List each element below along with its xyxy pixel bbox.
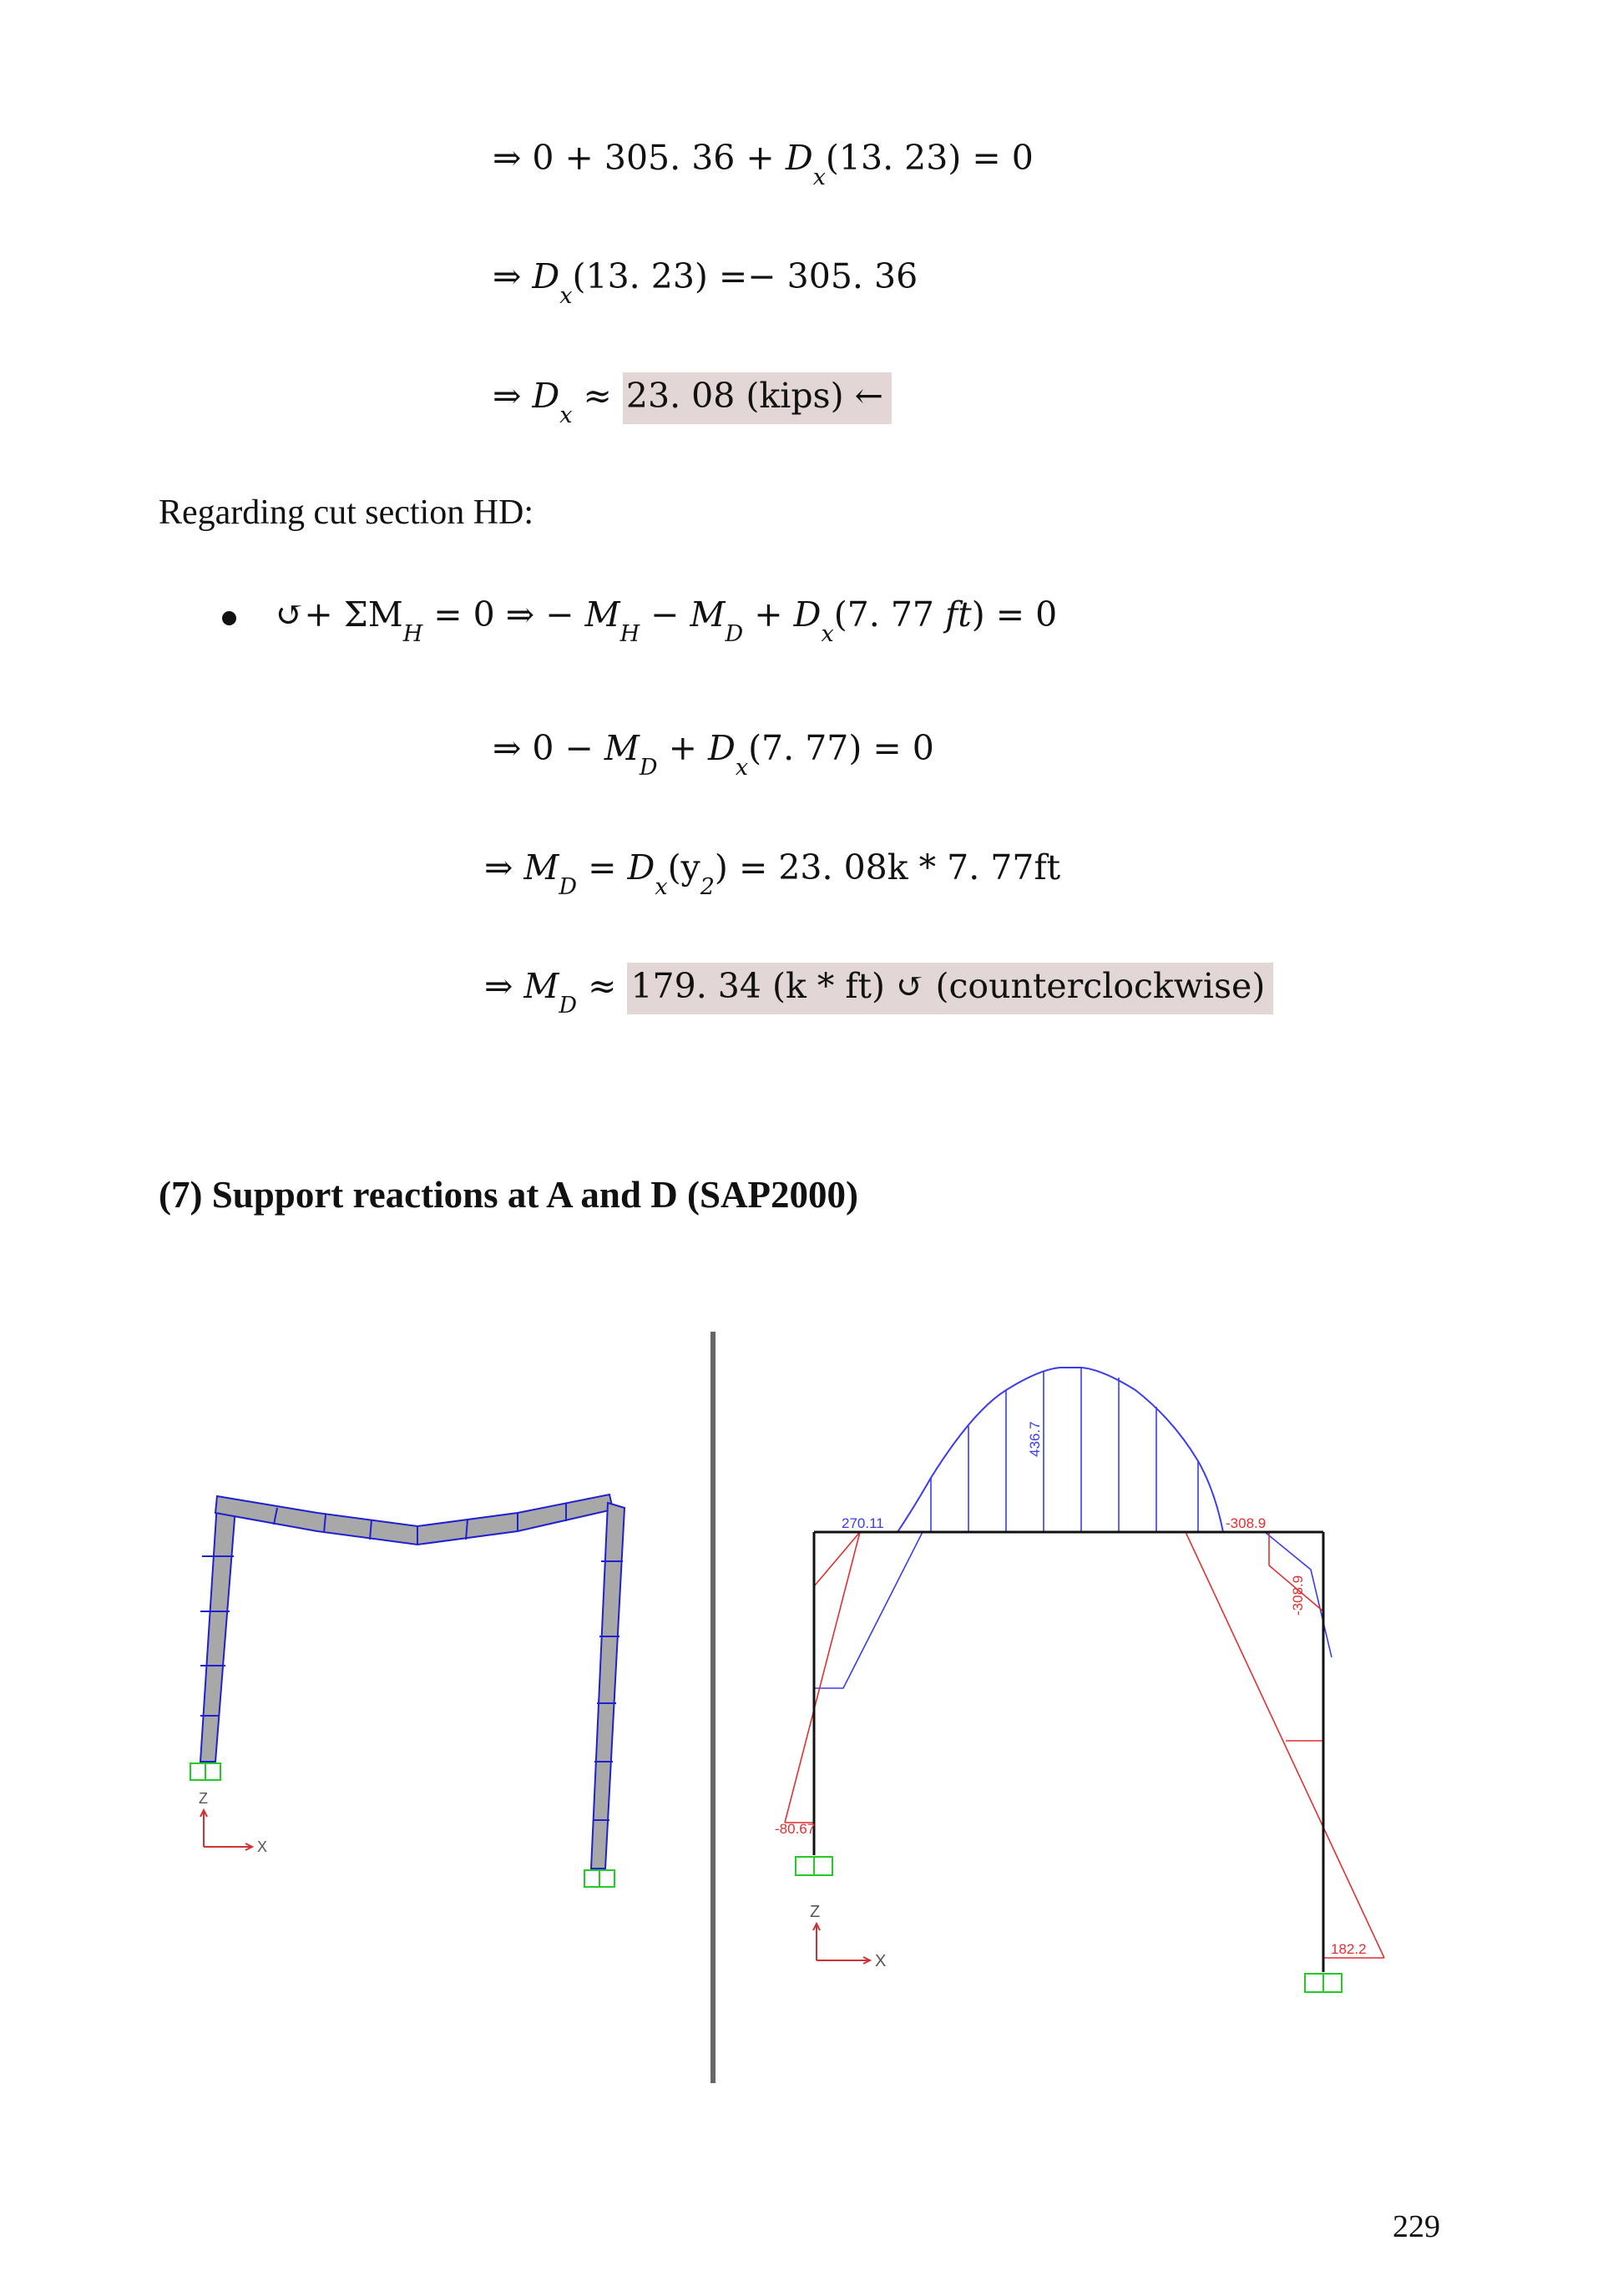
- left-column-blue: [814, 1532, 923, 1688]
- equation-text: ⇒: [484, 847, 524, 888]
- deformed-shape-diagram: [167, 1469, 668, 1904]
- variable: D: [627, 847, 655, 888]
- axis-label-x: X: [875, 1952, 887, 1970]
- equation-text: ⇒ 0 −: [493, 728, 604, 768]
- label-left-bottom: -80.67: [775, 1821, 816, 1837]
- equation-md-result: [484, 966, 1273, 1019]
- equation-text: ≈: [577, 966, 628, 1006]
- axis-label-z: Z: [199, 1790, 208, 1807]
- frame: [814, 1532, 1323, 1972]
- subscript: 2: [700, 874, 715, 900]
- equation-text: (13. 23) = 0: [825, 138, 1034, 178]
- axis-indicator: [200, 1810, 252, 1850]
- label-right-bottom: 182.2: [1331, 1941, 1367, 1957]
- page-number: 229: [1393, 2209, 1440, 2244]
- equation-dx-result: [493, 376, 892, 428]
- variable: D: [532, 256, 560, 296]
- label-right-top: -308.9: [1226, 1515, 1267, 1531]
- equation-text: ) = 23. 08k * 7. 77ft: [714, 847, 1061, 888]
- beam-moment-curve: [898, 1368, 1223, 1532]
- right-column-moment: [1186, 1532, 1384, 1958]
- beam-moment-hatch: [931, 1368, 1198, 1532]
- variable: D: [707, 728, 736, 768]
- variable: M: [604, 728, 640, 768]
- equation-text: = 0 ⇒ − $M_H - M_D + D_x(7$. 77 ft) = 0: [422, 594, 1058, 647]
- subscript: x: [559, 402, 573, 428]
- supports: [796, 1857, 1342, 1992]
- element-divisions: [200, 1503, 623, 1820]
- variable: D: [532, 376, 560, 416]
- variable: M: [523, 847, 559, 888]
- equation-text: +: [657, 728, 708, 768]
- equation-text: ⇒: [484, 966, 524, 1006]
- equation-text: ⇒ 0 + 305. 36 +: [493, 138, 786, 178]
- bullet: [222, 611, 236, 625]
- highlighted-result: 23. 08 (kips) ←: [623, 372, 892, 424]
- subscript: D: [559, 993, 578, 1019]
- moment-diagram: [751, 1328, 1419, 2012]
- equation-sum-forces: [493, 138, 1034, 190]
- axis-indicator: [813, 1924, 870, 1964]
- subscript: D: [639, 755, 658, 781]
- equation-text: ≈: [572, 376, 623, 416]
- left-column: [200, 1503, 235, 1762]
- right-column: [591, 1503, 625, 1869]
- variable: M: [523, 966, 559, 1006]
- figure-divider: [710, 1332, 716, 2083]
- equation-text: (y: [667, 847, 700, 888]
- label-right-column: -308.9: [1290, 1575, 1306, 1616]
- axis-label-x: X: [257, 1838, 268, 1855]
- deformed-frame: [200, 1494, 625, 1869]
- equation-text: ⇒: [493, 376, 533, 416]
- equation-moment-sum: [276, 594, 1058, 647]
- equation-md-step2: [484, 847, 1061, 900]
- subscript: x: [735, 755, 749, 781]
- equation-text: =: [577, 847, 628, 888]
- highlighted-result: 179. 34 (k * ft) ↺ (counterclockwise): [627, 963, 1273, 1014]
- equation-md-step1: [493, 728, 934, 781]
- label-peak: 436.7: [1027, 1421, 1043, 1457]
- section-heading: (7) Support reactions at A and D (SAP2000): [159, 1174, 858, 1216]
- subscript: D: [559, 874, 578, 900]
- axis-label-z: Z: [810, 1903, 821, 1921]
- supports: [190, 1763, 614, 1887]
- equation-dx-product: [493, 256, 918, 309]
- equation-text: (7. 77) = 0: [748, 728, 934, 768]
- equation-text: ⇒: [493, 256, 533, 296]
- section-label: Regarding cut section HD:: [159, 493, 534, 532]
- variable: D: [785, 138, 813, 178]
- subscript: H: [402, 621, 423, 647]
- subscript: x: [812, 164, 826, 190]
- equation-text: ↺+ ΣM: [276, 594, 403, 635]
- subscript: x: [559, 283, 573, 309]
- label-left-top: 270.11: [842, 1515, 884, 1531]
- equation-text: (13. 23) =− 305. 36: [572, 256, 918, 296]
- subscript: x: [655, 874, 668, 900]
